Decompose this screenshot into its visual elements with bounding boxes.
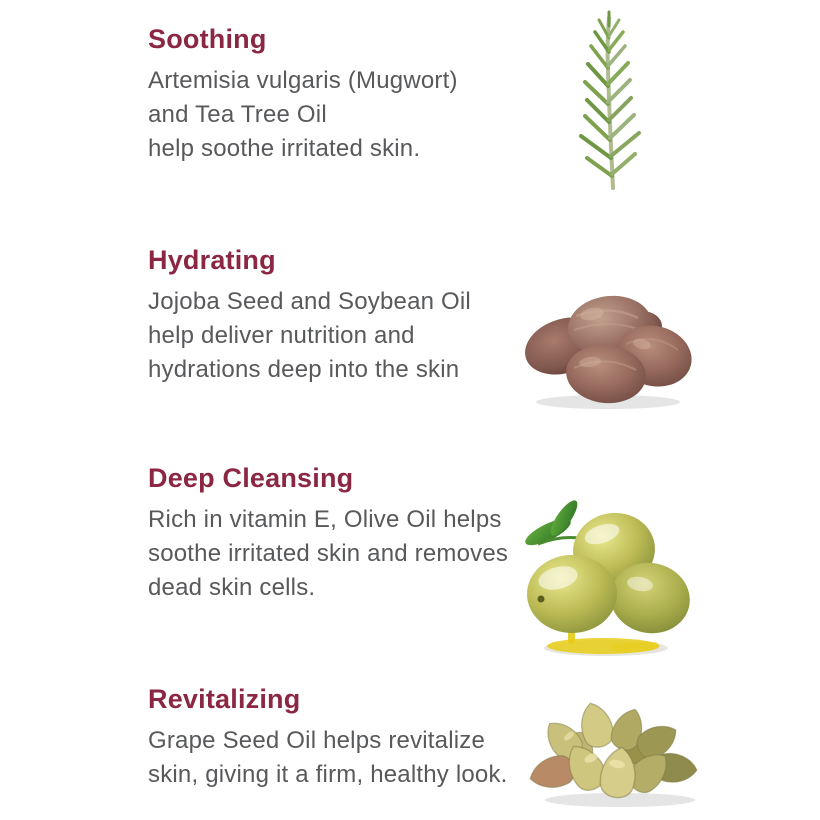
text-line: and Tea Tree Oil (148, 101, 327, 128)
hydrating-heading: Hydrating (148, 245, 276, 275)
jojoba-seeds-image (522, 282, 694, 410)
text-line: Grape Seed Oil helps revitalize (148, 727, 486, 754)
text-line: help soothe irritated skin. (148, 135, 421, 162)
benefit-section-revitalizing (148, 684, 548, 792)
text-line: dead skin cells. (148, 574, 316, 601)
green-olives-image (518, 496, 698, 664)
text-line: help deliver nutrition and (148, 322, 415, 349)
benefit-section-deep-cleansing (148, 463, 548, 605)
text-line: skin, giving it a firm, healthy look. (148, 761, 508, 788)
benefit-section-hydrating (148, 245, 548, 387)
soothing-heading: Soothing (148, 24, 267, 54)
revitalizing-description (148, 724, 548, 792)
deep-cleansing-description (148, 503, 548, 605)
text-line: Artemisia vulgaris (Mugwort) (148, 67, 458, 94)
soothing-description (148, 64, 548, 166)
hydrating-description (148, 285, 548, 387)
benefit-section-soothing (148, 24, 548, 166)
text-line: hydrations deep into the skin (148, 356, 460, 383)
grape-seeds-image (525, 688, 710, 810)
grape-seeds-illustration (525, 688, 710, 810)
herb-sprig-illustration (535, 8, 685, 190)
deep-cleansing-heading: Deep Cleansing (148, 463, 354, 493)
text-line: soothe irritated skin and removes (148, 540, 509, 567)
text-line: Jojoba Seed and Soybean Oil (148, 288, 471, 315)
revitalizing-heading: Revitalizing (148, 684, 301, 714)
herb-sprig-image (535, 8, 685, 190)
jojoba-seeds-illustration (522, 282, 694, 410)
text-line: Rich in vitamin E, Olive Oil helps (148, 506, 502, 533)
green-olives-illustration (518, 496, 698, 664)
